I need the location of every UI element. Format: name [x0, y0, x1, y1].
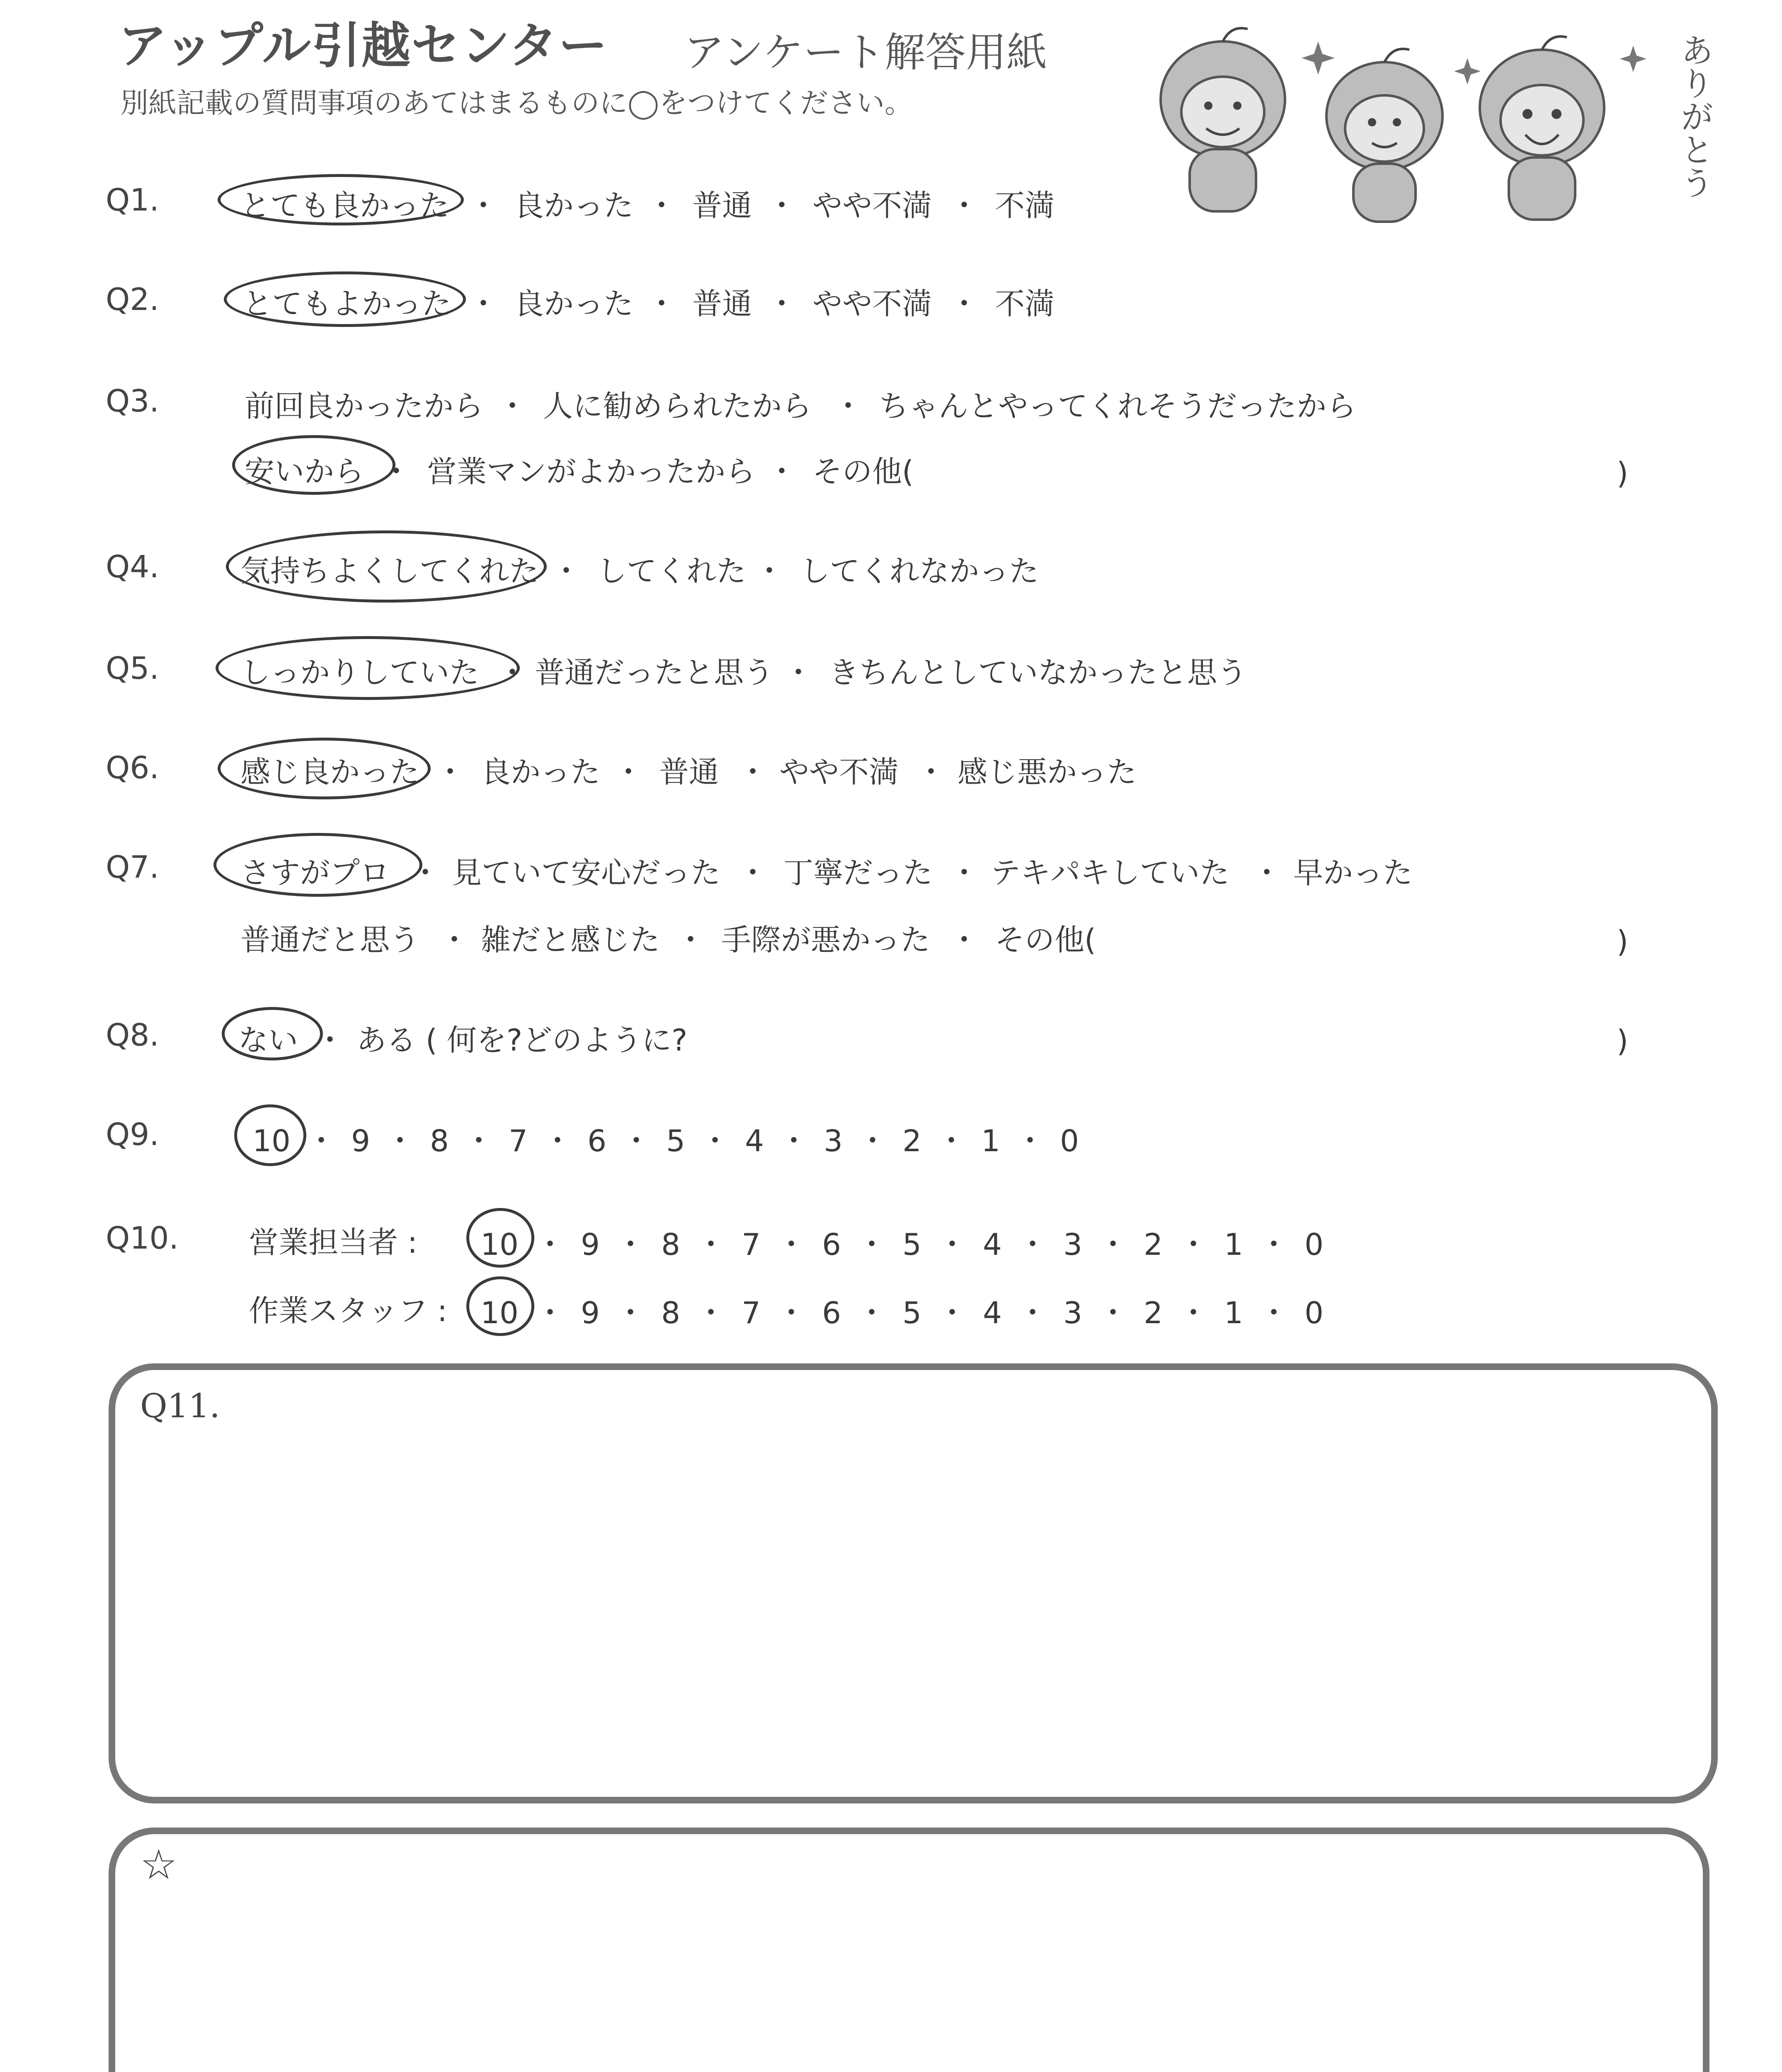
scale-separator: ・ [856, 1295, 887, 1330]
q2-label: Q2. [106, 282, 159, 317]
star-comment-box[interactable] [109, 1828, 1709, 2072]
scale-option[interactable]: 4 [745, 1123, 764, 1158]
scale-option[interactable]: 0 [1060, 1123, 1079, 1158]
q5-label: Q5. [106, 651, 159, 686]
page-title: アップル引越センター [118, 17, 609, 74]
q2-option[interactable]: 普通 [692, 286, 752, 321]
q1-option[interactable]: 良かった [514, 188, 634, 223]
scale-separator: ・ [535, 1227, 565, 1262]
q8-option[interactable]: ある ( 何を?どのように? [356, 1023, 688, 1058]
q7-option[interactable]: その他( [995, 922, 1096, 957]
q10-sales-scale [477, 1220, 1326, 1264]
q2-option[interactable]: 良かった [514, 286, 634, 321]
page-subtitle: アンケート解答用紙 [684, 29, 1047, 76]
q3-label: Q3. [106, 383, 159, 419]
q7-option[interactable]: 丁寧だった [783, 855, 933, 890]
scale-separator: ・ [776, 1227, 806, 1262]
monkey-mascots-illustration [1127, 17, 1716, 232]
q10-staff-label: 作業スタッフ : [249, 1293, 448, 1328]
scale-option[interactable]: 3 [1063, 1295, 1082, 1330]
scale-separator: ・ [1258, 1227, 1289, 1262]
q3-option[interactable]: 営業マンがよかったから [427, 454, 756, 489]
scale-option[interactable]: 1 [1224, 1295, 1243, 1330]
scale-option[interactable]: 8 [661, 1295, 680, 1330]
scale-option[interactable]: 10 [252, 1123, 291, 1158]
scale-separator: ・ [1017, 1227, 1047, 1262]
q7-option[interactable]: 普通だと思う [240, 922, 420, 957]
q6-option[interactable]: 普通 [659, 755, 719, 789]
q3-option[interactable]: その他( [812, 454, 914, 489]
q4-option[interactable]: 気持ちよくしてくれた [240, 554, 539, 588]
scale-separator: ・ [535, 1295, 565, 1330]
scale-option[interactable]: 10 [480, 1295, 519, 1330]
scale-option[interactable]: 4 [983, 1295, 1002, 1330]
q7-label: Q7. [106, 850, 159, 885]
scale-separator: ・ [778, 1123, 809, 1158]
q7-option[interactable]: 早かった [1293, 855, 1413, 890]
q8-close-paren: ) [1617, 1024, 1629, 1058]
scale-separator: ・ [696, 1227, 726, 1262]
scale-separator: ・ [615, 1227, 645, 1262]
q6-option[interactable]: やや不満 [779, 755, 899, 789]
scale-separator: ・ [776, 1295, 806, 1330]
q5-option[interactable]: きちんとしていなかったと思う [829, 655, 1247, 690]
scale-option[interactable]: 1 [981, 1123, 1000, 1158]
thanks-text: ありがとう [1675, 33, 1714, 199]
scale-option[interactable]: 7 [742, 1227, 761, 1262]
scale-separator: ・ [857, 1123, 887, 1158]
scale-option[interactable]: 7 [509, 1123, 528, 1158]
scale-separator: ・ [385, 1123, 415, 1158]
scale-separator: ・ [621, 1123, 651, 1158]
scale-option[interactable]: 0 [1304, 1295, 1324, 1330]
scale-separator: ・ [1015, 1123, 1045, 1158]
q7-option[interactable]: 手際が悪かった [721, 922, 931, 957]
scale-separator: ・ [463, 1123, 494, 1158]
q4-label: Q4. [106, 549, 159, 585]
q6-option[interactable]: 良かった [481, 755, 601, 789]
q1-option[interactable]: 普通 [692, 188, 752, 223]
scale-option[interactable]: 5 [666, 1123, 685, 1158]
scale-separator: ・ [1178, 1295, 1208, 1330]
scale-separator: ・ [936, 1123, 966, 1158]
q11-comment-box[interactable] [109, 1363, 1718, 1803]
q6-option[interactable]: 感じ良かった [240, 755, 420, 789]
scale-option[interactable]: 9 [581, 1295, 600, 1330]
q9-scale [249, 1117, 1082, 1160]
scale-option[interactable]: 6 [822, 1295, 841, 1330]
q1-option[interactable]: とても良かった [240, 188, 450, 223]
scale-option[interactable]: 9 [581, 1227, 600, 1262]
scale-option[interactable]: 1 [1224, 1227, 1243, 1262]
q11-label: Q11. [140, 1387, 220, 1425]
q8-option[interactable]: ない [238, 1023, 298, 1058]
scale-option[interactable]: 2 [1144, 1227, 1163, 1262]
scale-option[interactable]: 7 [742, 1295, 761, 1330]
scale-option[interactable]: 6 [822, 1227, 841, 1262]
scale-option[interactable]: 6 [587, 1123, 606, 1158]
q7-option[interactable]: 見ていて安心だった [452, 855, 721, 890]
q7-option[interactable]: さすがプロ [240, 855, 390, 890]
q10-label: Q10. [106, 1220, 179, 1256]
scale-option[interactable]: 4 [983, 1227, 1002, 1262]
scale-separator: ・ [700, 1123, 730, 1158]
scale-separator: ・ [1258, 1295, 1289, 1330]
scale-separator: ・ [615, 1295, 645, 1330]
q1-option[interactable]: 不満 [995, 188, 1055, 223]
q5-option[interactable]: しっかりしていた [240, 655, 480, 690]
q10-sales-label: 営業担当者 : [249, 1225, 418, 1260]
q4-option[interactable]: してくれた [597, 554, 747, 588]
q3-close-paren: ) [1617, 456, 1629, 491]
q3-option[interactable]: 人に勧められたから [543, 389, 812, 424]
q7-close-paren: ) [1617, 924, 1629, 959]
scale-option[interactable]: 8 [430, 1123, 449, 1158]
q2-option[interactable]: とてもよかった [242, 286, 452, 321]
scale-option[interactable]: 9 [351, 1123, 370, 1158]
star-label: ☆ [140, 1840, 177, 1889]
scale-separator: ・ [306, 1123, 336, 1158]
scale-separator: ・ [1098, 1227, 1128, 1262]
q4-option[interactable]: してくれなかった [800, 554, 1039, 588]
scale-option[interactable]: 3 [1063, 1227, 1082, 1262]
q5-option[interactable]: 普通だったと思う [535, 655, 774, 690]
scale-separator: ・ [937, 1227, 967, 1262]
instruction-text: 別紙記載の質問事項のあてはまるものに◯をつけてください。 [120, 87, 913, 120]
q1-option[interactable]: やや不満 [812, 188, 932, 223]
q3-option[interactable]: 前回良かったから [245, 389, 484, 424]
q6-label: Q6. [106, 750, 159, 786]
scale-separator: ・ [696, 1295, 726, 1330]
scale-option[interactable]: 2 [902, 1123, 921, 1158]
scale-option[interactable]: 5 [902, 1227, 921, 1262]
scale-option[interactable]: 5 [902, 1295, 921, 1330]
q1-label: Q1. [106, 182, 159, 218]
q7-option[interactable]: 雑だと感じた [481, 922, 660, 957]
q10-staff-scale [477, 1289, 1326, 1332]
q2-option[interactable]: やや不満 [812, 286, 932, 321]
q6-option[interactable]: 感じ悪かった [958, 755, 1137, 789]
q3-option[interactable]: ちゃんとやってくれそうだったから [879, 389, 1357, 424]
q9-label: Q9. [106, 1117, 159, 1152]
scale-option[interactable]: 2 [1144, 1295, 1163, 1330]
scale-option[interactable]: 3 [824, 1123, 843, 1158]
q7-option[interactable]: テキパキしていた [991, 855, 1230, 890]
scale-separator: ・ [1178, 1227, 1208, 1262]
scale-separator: ・ [1098, 1295, 1128, 1330]
q8-label: Q8. [106, 1017, 159, 1053]
q3-option[interactable]: 安いから [245, 454, 364, 489]
scale-option[interactable]: 8 [661, 1227, 680, 1262]
scale-separator: ・ [856, 1227, 887, 1262]
scale-option[interactable]: 10 [480, 1227, 519, 1262]
scale-separator: ・ [542, 1123, 572, 1158]
scale-separator: ・ [1017, 1295, 1047, 1330]
q2-option[interactable]: 不満 [995, 286, 1055, 321]
scale-separator: ・ [937, 1295, 967, 1330]
scale-option[interactable]: 0 [1304, 1227, 1324, 1262]
